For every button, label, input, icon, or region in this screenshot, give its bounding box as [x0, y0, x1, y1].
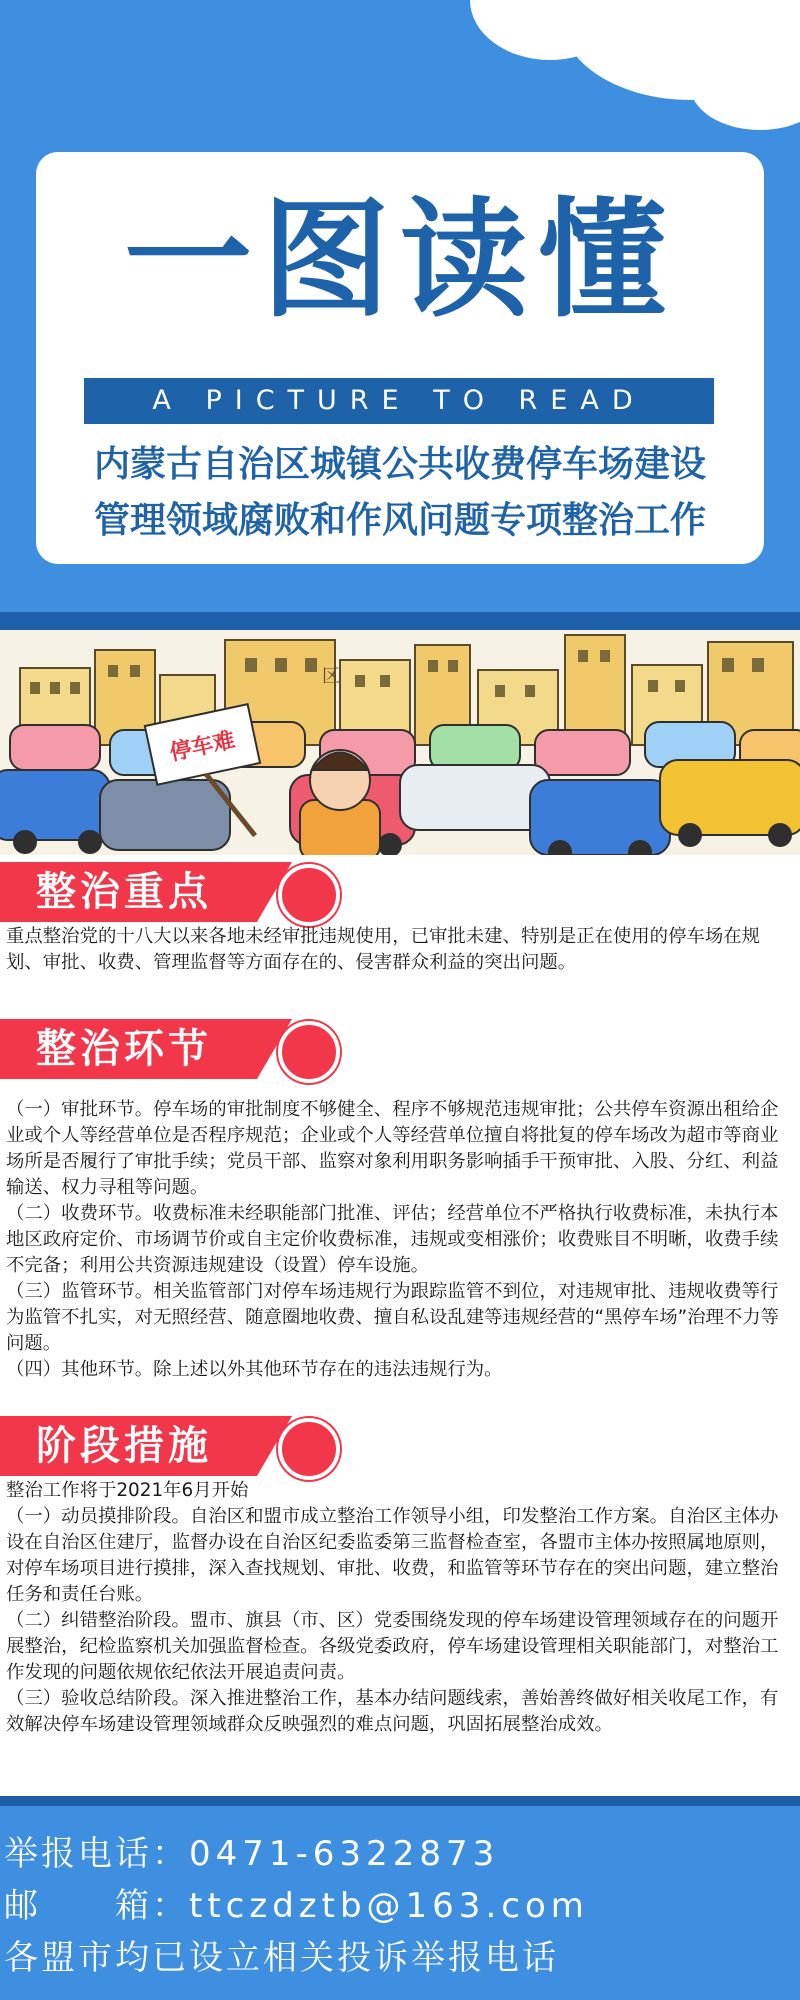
paragraph: 整治工作将于2021年6月开始: [6, 1480, 249, 1501]
paragraph: 重点整治党的十八大以来各地未经审批违规使用，已审批未建、特别是正在使用的停车场在规划、审批、收费、管理监督等方面存在的、侵害群众利益的突出问题。: [6, 926, 761, 973]
paragraph: （一）动员摸排阶段。自治区和盟市成立整治工作领导小组，印发整治工作方案。自治区主体办设在自治区住建厅，监督办设在自治区纪委监委第三监督检查室，各盟市主体办按照属地原则，对停车场项目进行摸排，深入查找规划、审批、收费，和监管等环节存在的突出问题，建立整治任务和责任台账。: [6, 1506, 779, 1605]
heading-dot: [278, 1021, 340, 1083]
header-divider: [0, 612, 800, 630]
paragraph: （四）其他环节。除上述以外其他环节存在的违法违规行为。: [6, 1359, 503, 1380]
section-body-links: [6, 1097, 796, 1383]
section-heading-links: [0, 1019, 345, 1079]
title-card: [36, 152, 764, 564]
paragraph: （二）纠错整治阶段。盟市、旗县（市、区）党委围绕发现的停车场建设管理领域存在的问题开展整治，纪检监察机关加强监督检查。各级党委政府，停车场建设管理相关职能部门，对整治工作发现的问题依规依纪依法开展追责问责。: [6, 1610, 779, 1683]
header-banner: [0, 0, 800, 630]
section-heading-focus: [0, 862, 345, 922]
traffic-jam-image: [0, 630, 800, 855]
subtitle-line-1: 内蒙古自治区城镇公共收费停车场建设: [93, 444, 706, 485]
section-body-phases: [6, 1478, 796, 1738]
heading-dot: [278, 1418, 340, 1480]
paragraph: （一）审批环节。停车场的审批制度不够健全、程序不够规范违规审批；公共停车资源出租给企业或个人等经营单位是否程序规范；企业或个人等经营单位擅自将批复的停车场改为超市等商业场所是否履行了审批手续；党员干部、监察对象利用职务影响插手干预审批、入股、分红、利益输送、权力寻租等问题。: [6, 1099, 779, 1198]
paragraph: （二）收费环节。收费标准未经职能部门批准、评估；经营单位不严格执行收费标准，未执行本地区政府定价、市场调节价或自主定价收费标准，违规或变相涨价；收费账目不明晰，收费手续不完备；利用公共资源违规建设（设置）停车设施。: [6, 1203, 779, 1276]
heading-label: 整治环节: [36, 1026, 212, 1072]
page-title: 一图读懂: [123, 186, 676, 335]
heading-label: 阶段措施: [36, 1423, 212, 1469]
section-heading-phases: [0, 1416, 345, 1476]
paragraph: （三）监管环节。相关监管部门对停车场违规行为跟踪监管不到位，对违规审批、违规收费等行为监管不扎实，对无照经营、随意圈地收费、擅自私设乱建等违规经营的“黑停车场”治理不力等问题。: [6, 1281, 780, 1354]
email-address[interactable]: ttczdztb@163.com: [189, 1886, 589, 1926]
heading-dot: [278, 864, 340, 926]
email-row: [4, 1880, 589, 1932]
phone-label: 举报电话：: [4, 1834, 189, 1874]
section-body-focus: [6, 924, 796, 976]
footer-contact: [0, 1806, 800, 2000]
email-label: 邮 箱：: [4, 1886, 189, 1926]
phone-number[interactable]: 0471-6322873: [189, 1834, 500, 1874]
sign-text: 停车难: [167, 727, 238, 767]
paragraph: （三）验收总结阶段。深入推进整治工作，基本办结问题线索，善始善终做好相关收尾工作，有效解决停车场建设管理领域群众反映强烈的难点问题，巩固拓展整治成效。: [6, 1688, 779, 1735]
report-phone-row: [4, 1828, 499, 1880]
building-label: 区: [322, 666, 340, 687]
footer-note: 各盟市均已设立相关投诉举报电话: [4, 1938, 559, 1978]
subtitle-line-2: 管理领域腐败和作风问题专项整治工作: [93, 500, 706, 541]
heading-label: 整治重点: [36, 869, 212, 915]
parking-illustration: [0, 630, 800, 855]
english-subtitle: A PICTURE TO READ: [84, 378, 714, 424]
footer-divider: [0, 1796, 800, 1806]
